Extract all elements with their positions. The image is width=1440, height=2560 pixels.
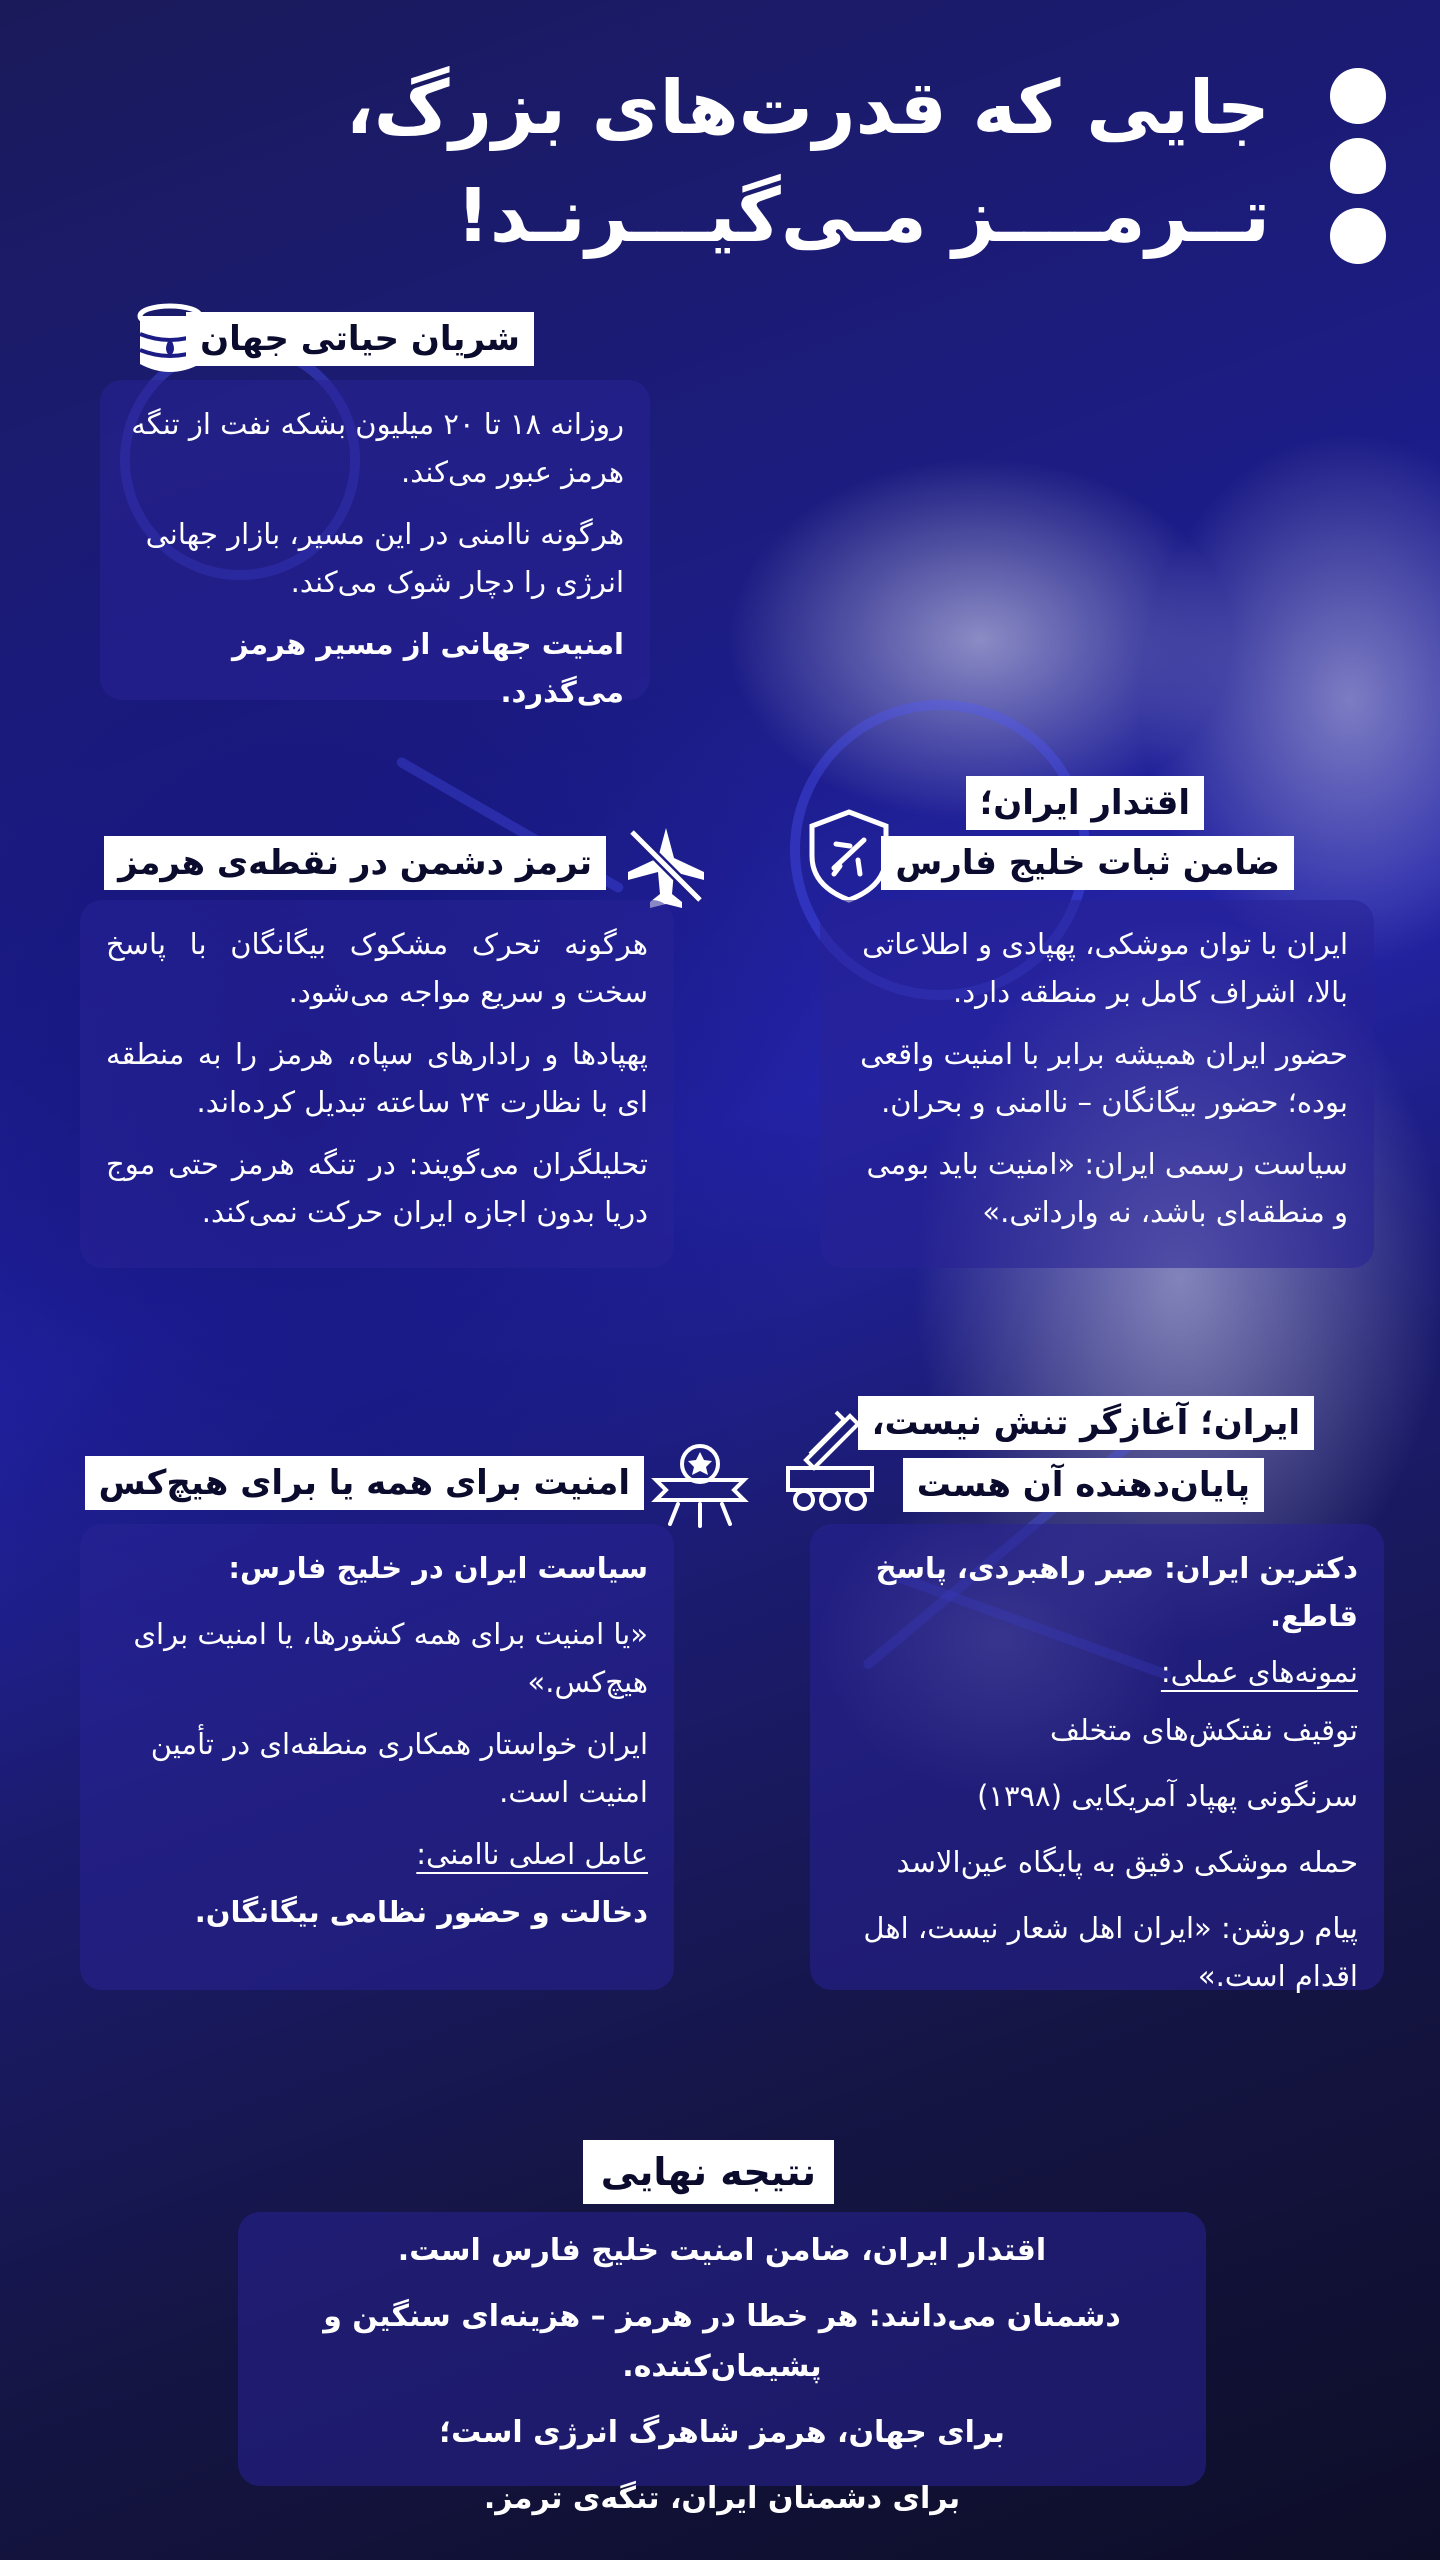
conclusion-text: دشمنان می‌دانند: هر خطا در هرمز – هزینه‌ای سنگین و پشیمان‌کننده. [323,2299,1121,2384]
section-text: ایران خواستار همکاری منطقه‌ای در تأمین امنیت است. [150,1727,648,1809]
section-box-enemy-brake [80,900,674,1268]
title-line-1: جایی که قدرت‌های بزرگ، [345,65,1270,151]
conclusion-box [238,2212,1206,2516]
section-text: «یا امنیت برای همه کشورها، یا امنیت برای هیچ‌کس.» [133,1617,648,1699]
section-text-emphasis: دکترین ایران: صبر راهبردی، پاسخ قاطع. [875,1551,1358,1633]
conclusion-text: برای جهان، هرمز شاهرگ انرژی است؛ [439,2415,1005,2450]
conclusion-text: اقتدار ایران، ضامن امنیت خلیج فارس است. [397,2233,1047,2268]
section-heading-authority-line1: اقتدار ایران؛ [966,776,1204,830]
section-box-authority [820,900,1374,1268]
section-text: ایران با توان موشکی، پهپادی و اطلاعاتی بالا، اشراف کامل بر منطقه دارد. [862,927,1348,1009]
section-heading-authority-line2: ضامن ثبات خلیج فارس [881,836,1294,890]
section-heading-tension-line1: ایران؛ آغازگر تنش نیست، [858,1396,1314,1450]
section-text: هرگونه تحرک مشکوک بیگانگان با پاسخ سخت و سریع مواجه می‌شود. [106,927,648,1009]
section-box-lifeline [100,380,650,709]
section-heading-lifeline: شریان حیاتی جهان [186,312,534,366]
section-text: حمله موشکی دقیق به پایگاه عین‌الاسد [896,1845,1358,1879]
section-text: پهپادها و رادارهای سپاه، هرمز را به منطقه ای با نظارت ۲۴ ساعته تبدیل کرده‌اند. [106,1037,648,1119]
section-text: سیاست رسمی ایران: «امنیت باید بومی و منطقه‌ای باشد، نه وارداتی.» [866,1147,1348,1229]
section-subheading: نمونه‌های عملی: [1160,1655,1358,1689]
section-text: حضور ایران همیشه برابر با امنیت واقعی بوده؛ حضور بیگانگان – ناامنی و بحران. [860,1037,1348,1119]
section-heading-security-for-all: امنیت برای همه یا برای هیچ‌کس [85,1456,644,1510]
conclusion-text: برای دشمنان ایران، تنگه‌ی ترمز. [483,2481,961,2516]
section-text: هرگونه ناامنی در این مسیر، بازار جهانی انرژی را دچار شوک می‌کند. [145,517,624,599]
section-text: روزانه ۱۸ تا ۲۰ میلیون بشکه نفت از تنگه هرمز عبور می‌کند. [131,407,624,489]
title-line-2: تــرمــــز مـی‌گیـــرنـد! [456,173,1270,259]
section-text-emphasis: سیاست ایران در خلیج فارس: [228,1551,648,1585]
section-heading-tension-line2: پایان‌دهنده آن هست [903,1458,1264,1512]
title-dot [1330,138,1386,194]
military-medal-icon [648,1428,752,1532]
conclusion-heading: نتیجه نهایی [583,2140,834,2204]
section-text: توقیف نفتکش‌های متخلف [1049,1713,1358,1747]
page-title [345,50,1420,270]
title-dot [1330,208,1386,264]
title-dot [1330,68,1386,124]
section-box-tension [810,1524,1384,1993]
section-box-security-for-all [80,1524,674,1990]
missile-launcher-icon [780,1408,880,1518]
section-text: تحلیلگران می‌گویند: در تنگه هرمز حتی موج دریا بدون اجازه ایران حرکت نمی‌کند. [106,1147,648,1229]
section-subheading: عامل اصلی ناامنی: [416,1837,648,1871]
section-text-emphasis: دخالت و حضور نظامی بیگانگان. [194,1895,648,1929]
section-text: سرنگونی پهپاد آمریکایی (۱۳۹۸) [977,1779,1358,1813]
shield-plane-icon [806,808,892,904]
section-text: پیام روشن: «ایران اهل شعار نیست، اهل اقدام است.» [863,1911,1358,1993]
section-heading-enemy-brake: ترمز دشمن در نقطه‌ی هرمز [104,836,606,890]
section-text-emphasis: امنیت جهانی از مسیر هرمز می‌گذرد. [232,627,624,709]
